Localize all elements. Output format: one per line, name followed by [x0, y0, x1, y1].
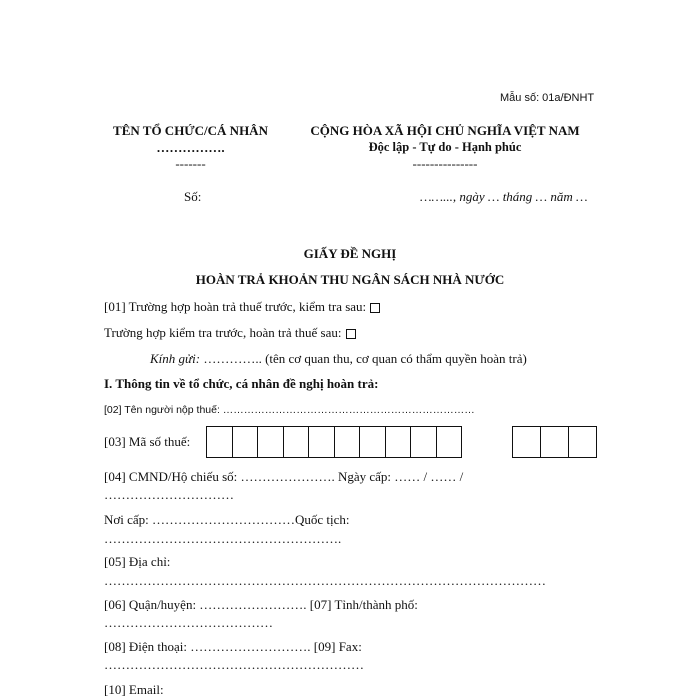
case2-checkbox[interactable] [346, 329, 356, 339]
address-field[interactable]: ………………………………………………………………………………………… [104, 573, 546, 588]
nation-motto: Độc lập - Tự do - Hạnh phúc [368, 140, 522, 154]
case2-label: Trường hợp kiểm tra trước, hoàn trả thuế sau: [104, 325, 342, 340]
motto-dash: --------------- [412, 156, 478, 171]
org-dash: ------- [175, 156, 206, 171]
tax-code-digit-box[interactable] [206, 426, 233, 458]
org-dots: ……………. [156, 140, 225, 155]
nationality-field[interactable]: ………………………………………………. [104, 531, 342, 546]
tax-code-digit-box[interactable] [385, 426, 412, 458]
tax-code-digit-box[interactable] [232, 426, 259, 458]
fax-field[interactable]: …………………………………………………… [104, 657, 364, 672]
recipient-label: Kính gửi: [150, 351, 201, 366]
form-code: Mẫu số: 01a/ĐNHT [500, 92, 595, 104]
id-number-field[interactable]: [04] CMND/Hộ chiếu số: …………………. Ngày cấp: …… / …… / [104, 469, 464, 484]
address-label: [05] Địa chỉ: [104, 554, 171, 569]
issue-place-field[interactable]: Nơi cấp: ……………………………Quốc tịch: [104, 512, 350, 527]
date-line: ……..., ngày … tháng … năm … [420, 189, 588, 204]
tax-code-digit-box[interactable] [308, 426, 335, 458]
tax-code-digit-box[interactable] [436, 426, 463, 458]
recipient-line [150, 351, 527, 367]
case1-label: [01] Trường hợp hoàn trả thuế trước, kiểm tra sau: [104, 299, 367, 314]
province-field[interactable]: ………………………………… [104, 615, 273, 630]
case2-row [104, 325, 356, 341]
phone-fax-field[interactable]: [08] Điện thoại: ………………………. [09] Fax: [104, 639, 362, 654]
tax-code-suffix-box[interactable] [512, 426, 541, 458]
org-block [108, 122, 273, 171]
tax-code-digit-box[interactable] [410, 426, 437, 458]
tax-code-label: [03] Mã số thuế: [104, 434, 191, 449]
id-number-field-cont[interactable]: ………………………… [104, 487, 234, 502]
case1-row [104, 299, 380, 315]
tax-code-suffix-box[interactable] [540, 426, 569, 458]
tax-code-digit-box[interactable] [283, 426, 310, 458]
document-subtitle: HOÀN TRẢ KHOẢN THU NGÂN SÁCH NHÀ NƯỚC [195, 272, 505, 287]
tax-code-suffix-box[interactable] [568, 426, 597, 458]
document-title: GIẤY ĐỀ NGHỊ [303, 246, 397, 261]
document-number-label: Số: [184, 189, 202, 204]
tax-code-digit-box[interactable] [334, 426, 361, 458]
recipient-text: ………….. (tên cơ quan thu, cơ quan có thẩm quyền hoàn trả) [200, 351, 527, 366]
section-heading: I. Thông tin về tổ chức, cá nhân đề nghị hoàn trả: [104, 376, 379, 391]
nation-title: CỘNG HÒA XÃ HỘI CHỦ NGHĨA VIỆT NAM [310, 123, 580, 138]
email-label: [10] Email: [104, 682, 164, 697]
case1-checkbox[interactable] [370, 303, 380, 313]
taxpayer-name-field[interactable]: [02] Tên người nộp thuế: ……………………………………………………………… [104, 404, 475, 416]
tax-code-digit-box[interactable] [359, 426, 386, 458]
district-province-field[interactable]: [06] Quận/huyện: ……………………. [07] Tỉnh/thành phố: [104, 597, 418, 612]
tax-code-boxes[interactable] [207, 426, 462, 458]
tax-code-digit-box[interactable] [257, 426, 284, 458]
nation-block [300, 122, 590, 171]
org-title: TÊN TỔ CHỨC/CÁ NHÂN [113, 123, 268, 138]
tax-code-suffix-boxes[interactable] [513, 426, 597, 458]
